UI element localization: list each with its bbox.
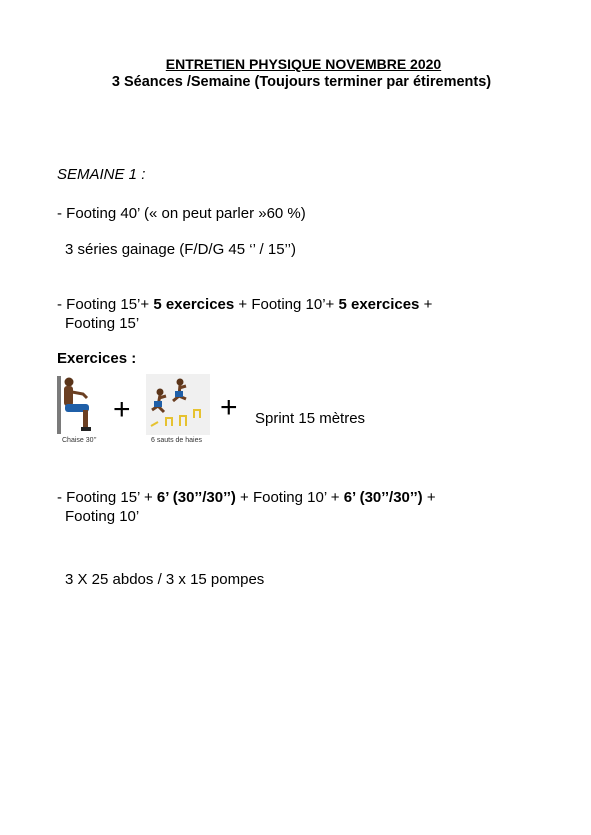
session4-line1: 3 X 25 abdos / 3 x 15 pompes bbox=[65, 571, 265, 588]
page-title: ENTRETIEN PHYSIQUE NOVEMBRE 2020 bbox=[165, 56, 442, 72]
session1-line2: 3 séries gainage (F/D/G 45 ‘’ / 15’’) bbox=[65, 241, 296, 258]
sprint-label: Sprint 15 mètres bbox=[255, 410, 366, 427]
plus-sign-2: + bbox=[220, 391, 238, 424]
session3-prefix: - Footing 15’ + bbox=[57, 489, 157, 506]
session2-line1 bbox=[57, 296, 432, 313]
session2-mid: + Footing 10’+ bbox=[234, 296, 339, 313]
session1-line1: - Footing 40’ (« on peut parler »60 %) bbox=[57, 205, 306, 222]
sauts-caption: 6 sauts de haies bbox=[151, 437, 202, 444]
chaise-image bbox=[57, 376, 105, 434]
page-subtitle: 3 Séances /Semaine (Toujours terminer par étirements) bbox=[111, 74, 492, 90]
sauts-image bbox=[146, 374, 210, 435]
session3-bold2: 6’ (30’’/30’’) bbox=[343, 489, 423, 506]
session2-prefix: - Footing 15’+ bbox=[57, 296, 154, 313]
session2-bold1: 5 exercices bbox=[153, 296, 235, 313]
session3-mid: + Footing 10’ + bbox=[235, 489, 344, 506]
session2-bold2: 5 exercices bbox=[338, 296, 420, 313]
session3-suffix: + bbox=[422, 489, 436, 506]
sauts-figure-icon bbox=[146, 374, 210, 435]
plus-sign-1: + bbox=[113, 393, 131, 426]
chaise-caption: Chaise 30’’ bbox=[62, 437, 97, 444]
exercises-heading: Exercices : bbox=[57, 350, 137, 367]
week-label: SEMAINE 1 : bbox=[57, 166, 146, 183]
session3-line1 bbox=[57, 489, 436, 506]
session2-suffix: + bbox=[419, 296, 433, 313]
chaise-figure-icon bbox=[57, 376, 105, 434]
session3-line2: Footing 10’ bbox=[65, 508, 140, 525]
session2-line2: Footing 15’ bbox=[65, 315, 140, 332]
session3-bold1: 6’ (30’’/30’’) bbox=[156, 489, 236, 506]
